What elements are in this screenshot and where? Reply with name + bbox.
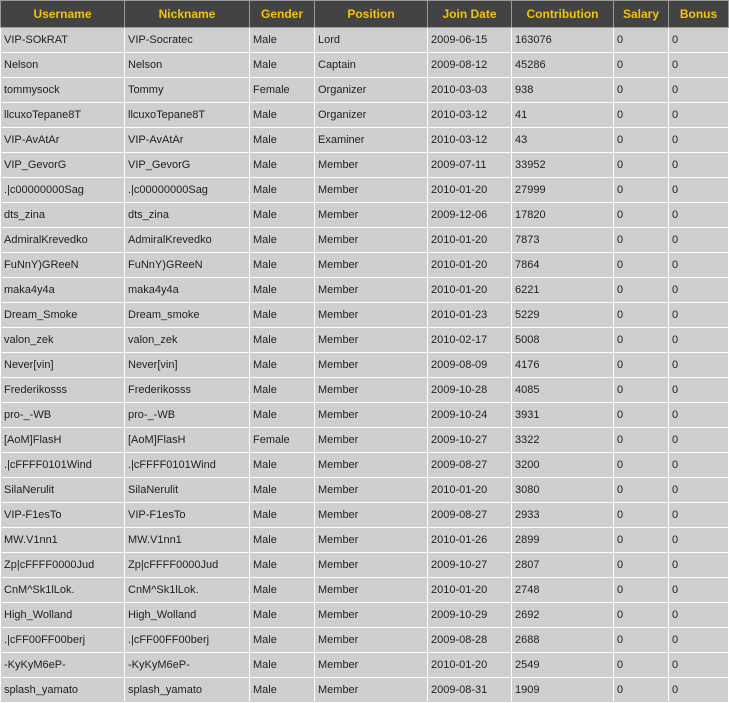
table-row (1, 353, 729, 378)
contribution-cell: 45286 (512, 53, 614, 78)
gender-cell: Female (250, 428, 315, 453)
join-date-cell: 2010-03-03 (428, 78, 512, 103)
contribution-cell: 3931 (512, 403, 614, 428)
gender-cell: Male (250, 328, 315, 353)
join-date-cell: 2009-10-27 (428, 553, 512, 578)
position-cell: Member (315, 228, 428, 253)
table-row (1, 603, 729, 628)
bonus-cell: 0 (669, 653, 729, 678)
contribution-cell: 7864 (512, 253, 614, 278)
position-cell: Member (315, 253, 428, 278)
table-row (1, 28, 729, 53)
table-row (1, 328, 729, 353)
position-cell: Member (315, 678, 428, 703)
table-row (1, 478, 729, 503)
join-date-cell: 2009-07-11 (428, 153, 512, 178)
salary-cell: 0 (614, 128, 669, 153)
salary-cell: 0 (614, 328, 669, 353)
gender-cell: Male (250, 53, 315, 78)
table-row (1, 528, 729, 553)
contribution-cell: 2807 (512, 553, 614, 578)
salary-cell: 0 (614, 428, 669, 453)
nickname-cell: Nelson (125, 53, 250, 78)
join-date-cell: 2009-08-12 (428, 53, 512, 78)
gender-cell: Male (250, 153, 315, 178)
bonus-cell: 0 (669, 553, 729, 578)
nickname-cell: Frederikosss (125, 378, 250, 403)
contribution-cell: 938 (512, 78, 614, 103)
bonus-cell: 0 (669, 378, 729, 403)
bonus-cell: 0 (669, 578, 729, 603)
bonus-cell: 0 (669, 528, 729, 553)
salary-cell: 0 (614, 628, 669, 653)
position-cell: Member (315, 653, 428, 678)
position-cell: Organizer (315, 103, 428, 128)
username-cell: splash_yamato (1, 678, 125, 703)
salary-cell: 0 (614, 78, 669, 103)
salary-cell: 0 (614, 478, 669, 503)
nickname-cell: pro-_-WB (125, 403, 250, 428)
gender-cell: Male (250, 578, 315, 603)
table-row (1, 553, 729, 578)
gender-cell: Male (250, 628, 315, 653)
gender-cell: Male (250, 503, 315, 528)
bonus-cell: 0 (669, 203, 729, 228)
bonus-cell: 0 (669, 228, 729, 253)
salary-cell: 0 (614, 178, 669, 203)
salary-cell: 0 (614, 278, 669, 303)
position-cell: Member (315, 578, 428, 603)
table-row (1, 578, 729, 603)
join-date-cell: 2010-03-12 (428, 128, 512, 153)
nickname-cell: MW.V1nn1 (125, 528, 250, 553)
position-cell: Member (315, 478, 428, 503)
join-date-cell: 2009-10-29 (428, 603, 512, 628)
position-cell: Member (315, 378, 428, 403)
contribution-cell: 2748 (512, 578, 614, 603)
username-cell: High_Wolland (1, 603, 125, 628)
username-cell: VIP-SOkRAT (1, 28, 125, 53)
username-cell: FuNnY)GReeN (1, 253, 125, 278)
contribution-cell: 2933 (512, 503, 614, 528)
bonus-cell: 0 (669, 403, 729, 428)
nickname-cell: splash_yamato (125, 678, 250, 703)
contribution-cell: 7873 (512, 228, 614, 253)
table-row (1, 128, 729, 153)
contribution-cell: 3200 (512, 453, 614, 478)
position-cell: Captain (315, 53, 428, 78)
bonus-cell: 0 (669, 603, 729, 628)
position-cell: Member (315, 153, 428, 178)
bonus-cell: 0 (669, 678, 729, 703)
gender-cell: Male (250, 128, 315, 153)
table-row (1, 628, 729, 653)
bonus-cell: 0 (669, 28, 729, 53)
username-cell: dts_zina (1, 203, 125, 228)
bonus-cell: 0 (669, 478, 729, 503)
salary-cell: 0 (614, 253, 669, 278)
position-cell: Member (315, 428, 428, 453)
nickname-cell: Never[vin] (125, 353, 250, 378)
username-cell: Nelson (1, 53, 125, 78)
join-date-cell: 2010-03-12 (428, 103, 512, 128)
username-cell: maka4y4a (1, 278, 125, 303)
username-cell: Never[vin] (1, 353, 125, 378)
salary-cell: 0 (614, 153, 669, 178)
position-cell: Member (315, 528, 428, 553)
nickname-cell: .|cFFFF0101Wind (125, 453, 250, 478)
position-cell: Member (315, 353, 428, 378)
bonus-cell: 0 (669, 278, 729, 303)
salary-cell: 0 (614, 353, 669, 378)
contribution-cell: 27999 (512, 178, 614, 203)
bonus-cell: 0 (669, 303, 729, 328)
username-cell: .|cFFFF0101Wind (1, 453, 125, 478)
contribution-cell: 3322 (512, 428, 614, 453)
col-header-salary[interactable]: Salary (614, 1, 669, 28)
position-cell: Member (315, 603, 428, 628)
gender-cell: Male (250, 678, 315, 703)
position-cell: Organizer (315, 78, 428, 103)
salary-cell: 0 (614, 53, 669, 78)
bonus-cell: 0 (669, 453, 729, 478)
position-cell: Member (315, 278, 428, 303)
table-row (1, 303, 729, 328)
contribution-cell: 33952 (512, 153, 614, 178)
nickname-cell: Dream_smoke (125, 303, 250, 328)
contribution-cell: 163076 (512, 28, 614, 53)
join-date-cell: 2010-01-26 (428, 528, 512, 553)
salary-cell: 0 (614, 228, 669, 253)
gender-cell: Male (250, 203, 315, 228)
table-body (1, 28, 729, 703)
contribution-cell: 2688 (512, 628, 614, 653)
salary-cell: 0 (614, 678, 669, 703)
join-date-cell: 2010-01-20 (428, 253, 512, 278)
contribution-cell: 43 (512, 128, 614, 153)
join-date-cell: 2010-01-20 (428, 228, 512, 253)
salary-cell: 0 (614, 203, 669, 228)
nickname-cell: Zp|cFFFF0000Jud (125, 553, 250, 578)
username-cell: .|cFF00FF00berj (1, 628, 125, 653)
username-cell: valon_zek (1, 328, 125, 353)
join-date-cell: 2009-10-27 (428, 428, 512, 453)
gender-cell: Male (250, 653, 315, 678)
username-cell: pro-_-WB (1, 403, 125, 428)
contribution-cell: 1909 (512, 678, 614, 703)
join-date-cell: 2009-08-09 (428, 353, 512, 378)
position-cell: Member (315, 628, 428, 653)
join-date-cell: 2009-08-28 (428, 628, 512, 653)
nickname-cell: [AoM]FlasH (125, 428, 250, 453)
join-date-cell: 2010-01-20 (428, 578, 512, 603)
contribution-cell: 2899 (512, 528, 614, 553)
table-row (1, 503, 729, 528)
col-header-username[interactable]: Username (1, 1, 125, 28)
position-cell: Lord (315, 28, 428, 53)
gender-cell: Male (250, 228, 315, 253)
join-date-cell: 2010-02-17 (428, 328, 512, 353)
contribution-cell: 3080 (512, 478, 614, 503)
bonus-cell: 0 (669, 628, 729, 653)
username-cell: tommysock (1, 78, 125, 103)
table-row (1, 53, 729, 78)
nickname-cell: .|c00000000Sag (125, 178, 250, 203)
bonus-cell: 0 (669, 78, 729, 103)
position-cell: Member (315, 403, 428, 428)
username-cell: -KyKyM6eP- (1, 653, 125, 678)
salary-cell: 0 (614, 103, 669, 128)
contribution-cell: 6221 (512, 278, 614, 303)
join-date-cell: 2010-01-20 (428, 653, 512, 678)
username-cell: [AoM]FlasH (1, 428, 125, 453)
bonus-cell: 0 (669, 103, 729, 128)
nickname-cell: -KyKyM6eP- (125, 653, 250, 678)
table-row (1, 378, 729, 403)
nickname-cell: llcuxoTepane8T (125, 103, 250, 128)
table-row (1, 403, 729, 428)
gender-cell: Male (250, 178, 315, 203)
join-date-cell: 2009-10-28 (428, 378, 512, 403)
table-row (1, 253, 729, 278)
salary-cell: 0 (614, 528, 669, 553)
header-row (1, 1, 729, 28)
join-date-cell: 2009-12-06 (428, 203, 512, 228)
nickname-cell: VIP-AvAtAr (125, 128, 250, 153)
bonus-cell: 0 (669, 428, 729, 453)
username-cell: VIP-F1esTo (1, 503, 125, 528)
table-row (1, 653, 729, 678)
gender-cell: Male (250, 403, 315, 428)
username-cell: Frederikosss (1, 378, 125, 403)
join-date-cell: 2009-08-27 (428, 453, 512, 478)
join-date-cell: 2009-06-15 (428, 28, 512, 53)
contribution-cell: 2692 (512, 603, 614, 628)
gender-cell: Male (250, 103, 315, 128)
salary-cell: 0 (614, 378, 669, 403)
bonus-cell: 0 (669, 328, 729, 353)
salary-cell: 0 (614, 453, 669, 478)
contribution-cell: 2549 (512, 653, 614, 678)
username-cell: AdmiralKrevedko (1, 228, 125, 253)
table-row (1, 103, 729, 128)
col-header-nickname[interactable]: Nickname (125, 1, 250, 28)
contribution-cell: 17820 (512, 203, 614, 228)
table-row (1, 203, 729, 228)
position-cell: Member (315, 203, 428, 228)
gender-cell: Male (250, 378, 315, 403)
username-cell: VIP_GevorG (1, 153, 125, 178)
salary-cell: 0 (614, 28, 669, 53)
col-header-contribution[interactable]: Contribution (512, 1, 614, 28)
bonus-cell: 0 (669, 503, 729, 528)
join-date-cell: 2010-01-20 (428, 178, 512, 203)
position-cell: Examiner (315, 128, 428, 153)
bonus-cell: 0 (669, 253, 729, 278)
join-date-cell: 2009-08-27 (428, 503, 512, 528)
contribution-cell: 41 (512, 103, 614, 128)
nickname-cell: Tommy (125, 78, 250, 103)
username-cell: SilaNerulit (1, 478, 125, 503)
username-cell: MW.V1nn1 (1, 528, 125, 553)
table-row (1, 278, 729, 303)
bonus-cell: 0 (669, 178, 729, 203)
username-cell: VIP-AvAtAr (1, 128, 125, 153)
nickname-cell: VIP-F1esTo (125, 503, 250, 528)
position-cell: Member (315, 178, 428, 203)
username-cell: Zp|cFFFF0000Jud (1, 553, 125, 578)
salary-cell: 0 (614, 403, 669, 428)
table-row (1, 453, 729, 478)
bonus-cell: 0 (669, 128, 729, 153)
col-header-position[interactable]: Position (315, 1, 428, 28)
contribution-cell: 4085 (512, 378, 614, 403)
gender-cell: Male (250, 303, 315, 328)
join-date-cell: 2009-08-31 (428, 678, 512, 703)
position-cell: Member (315, 453, 428, 478)
username-cell: Dream_Smoke (1, 303, 125, 328)
col-header-join-date[interactable]: Join Date (428, 1, 512, 28)
join-date-cell: 2009-10-24 (428, 403, 512, 428)
gender-cell: Male (250, 28, 315, 53)
position-cell: Member (315, 553, 428, 578)
nickname-cell: maka4y4a (125, 278, 250, 303)
gender-cell: Female (250, 78, 315, 103)
join-date-cell: 2010-01-20 (428, 478, 512, 503)
nickname-cell: CnM^Sk1lLok. (125, 578, 250, 603)
gender-cell: Male (250, 278, 315, 303)
gender-cell: Male (250, 603, 315, 628)
gender-cell: Male (250, 528, 315, 553)
username-cell: CnM^Sk1lLok. (1, 578, 125, 603)
salary-cell: 0 (614, 603, 669, 628)
bonus-cell: 0 (669, 153, 729, 178)
salary-cell: 0 (614, 503, 669, 528)
col-header-gender[interactable]: Gender (250, 1, 315, 28)
table-row (1, 428, 729, 453)
col-header-bonus[interactable]: Bonus (669, 1, 729, 28)
position-cell: Member (315, 328, 428, 353)
salary-cell: 0 (614, 578, 669, 603)
contribution-cell: 4176 (512, 353, 614, 378)
nickname-cell: SilaNerulit (125, 478, 250, 503)
table-row (1, 153, 729, 178)
nickname-cell: .|cFF00FF00berj (125, 628, 250, 653)
nickname-cell: VIP_GevorG (125, 153, 250, 178)
nickname-cell: valon_zek (125, 328, 250, 353)
contribution-cell: 5229 (512, 303, 614, 328)
nickname-cell: High_Wolland (125, 603, 250, 628)
nickname-cell: AdmiralKrevedko (125, 228, 250, 253)
join-date-cell: 2010-01-20 (428, 278, 512, 303)
table-row (1, 228, 729, 253)
nickname-cell: VIP-Socratec (125, 28, 250, 53)
gender-cell: Male (250, 253, 315, 278)
salary-cell: 0 (614, 653, 669, 678)
nickname-cell: FuNnY)GReeN (125, 253, 250, 278)
position-cell: Member (315, 503, 428, 528)
table-row (1, 178, 729, 203)
gender-cell: Male (250, 478, 315, 503)
table-row (1, 678, 729, 703)
nickname-cell: dts_zina (125, 203, 250, 228)
username-cell: .|c00000000Sag (1, 178, 125, 203)
table-row (1, 78, 729, 103)
salary-cell: 0 (614, 553, 669, 578)
bonus-cell: 0 (669, 53, 729, 78)
gender-cell: Male (250, 353, 315, 378)
gender-cell: Male (250, 553, 315, 578)
username-cell: llcuxoTepane8T (1, 103, 125, 128)
bonus-cell: 0 (669, 353, 729, 378)
gender-cell: Male (250, 453, 315, 478)
contribution-cell: 5008 (512, 328, 614, 353)
join-date-cell: 2010-01-23 (428, 303, 512, 328)
position-cell: Member (315, 303, 428, 328)
table-header (1, 1, 729, 28)
salary-cell: 0 (614, 303, 669, 328)
